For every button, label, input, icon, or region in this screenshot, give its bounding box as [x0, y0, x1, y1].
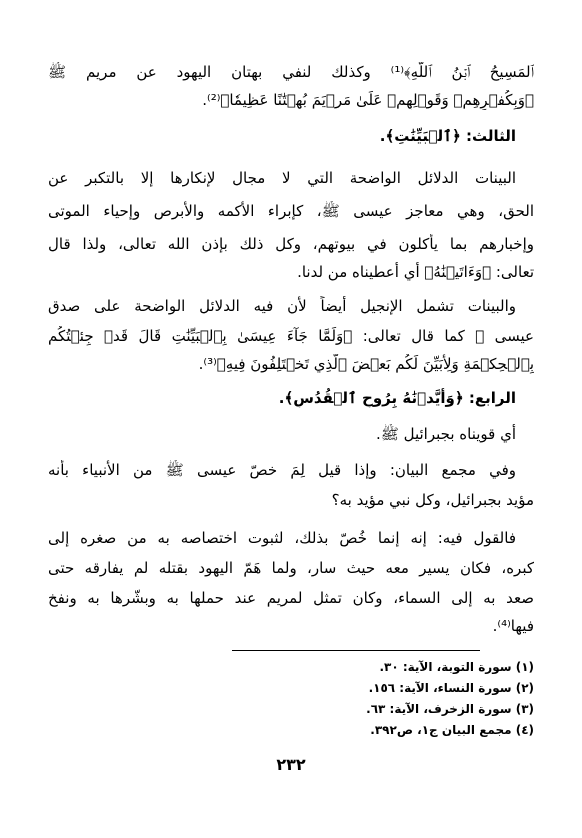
section-heading: الرابع: ﴿وَأَيَّدۡنَٰهُ بِرُوحِ ٱلۡقُدُسِ﴾.	[278, 389, 516, 407]
text-line: ﭐﻟﻤَﺴِﻴﺢُ ﭐﺑۡﻦُ ﭐﻟﻠَّﻪِ﴾⁽¹⁾ وكذلك لنفي بهتان اليهود عن مريم ﷺ	[48, 63, 534, 81]
text-line: فيها⁽⁴⁾.	[492, 617, 534, 635]
footnote: (٣) سورة الزخرف، الآية: ٦٣.	[366, 702, 534, 716]
text-line: مؤيد بجبرائيل، وكل نبي مؤيد به؟	[331, 491, 534, 509]
footnote: (٤) مجمع البيان ج١، ص٣٩٢.	[370, 723, 534, 737]
text-line: الحق، وهي معاجز عيسى ﷺ، كإبراء الأكمه والأبرص وإحياء الموتى	[48, 202, 534, 220]
text-line: وإخبارهم بما يأكلون في بيوتهم، وكل ذلك بإذن الله تعالى، ولذا قال	[48, 235, 534, 253]
text-line: وفي مجمع البيان: وإذا قيل لِمَ خصّ عيسى ﷺ من الأنبياء بأنه	[48, 461, 516, 479]
page-number: ٢٣٢	[276, 755, 306, 774]
footnote: (٢) سورة النساء، الآية: ١٥٦.	[368, 681, 534, 695]
section-heading: الثالث: ﴿ٱلۡبَيِّنَٰتِ﴾.	[379, 127, 516, 145]
text-line: أي قويناه بجبرائيل ﷺ.	[375, 425, 516, 443]
footnote-divider	[232, 650, 480, 651]
text-line: البينات الدلائل الواضحة التي لا مجال لإنكارها إلا بالتكبر عن	[48, 169, 516, 187]
footnote: (١) سورة التوبة، الآية: ٣٠.	[379, 660, 534, 674]
text-line: بِٱلۡحِكۡمَةِ وَلِأُبَيِّنَ لَكُم بَعۡضَ ٱلَّذِي تَخۡتَلِفُونَ فِيهِ﴾⁽³⁾.	[198, 355, 534, 373]
text-line: تعالى: ﴿وَءَاتَيۡنَٰهُ﴾ أي أعطيناه من لدنا.	[297, 263, 534, 281]
text-line: فالقول فيه: إنه إنما خُصّ بذلك، لثبوت اختصاصه به من صغره إلى	[48, 529, 516, 547]
text-line: عيسى ﷺ كما قال تعالى: ﴿وَلَمَّا جَآءَ عِيسَىٰ بِٱلۡبَيِّنَٰتِ قَالَ قَدۡ جِئۡتُكُم	[48, 327, 534, 345]
text-line: صعد به إلى السماء، وكان تمثل لمريم عند حملها به وبشّرها به ونفخ	[48, 589, 534, 607]
text-line: ﴿وَبِكُفۡرِهِمۡ وَقَوۡلِهِمۡ عَلَىٰ مَرۡيَمَ بُهۡتَٰنًا عَظِيمٗا﴾⁽²⁾.	[202, 91, 534, 109]
text-line: والبينات تشمل الإنجيل أيضاً لأن فيه الدلائل الواضحة على صدق	[48, 297, 516, 315]
text-line: كبره، فكان يسير معه حيث سار، ولما هَمّ اليهود بقتله لم يفارقه حتى	[48, 559, 534, 577]
